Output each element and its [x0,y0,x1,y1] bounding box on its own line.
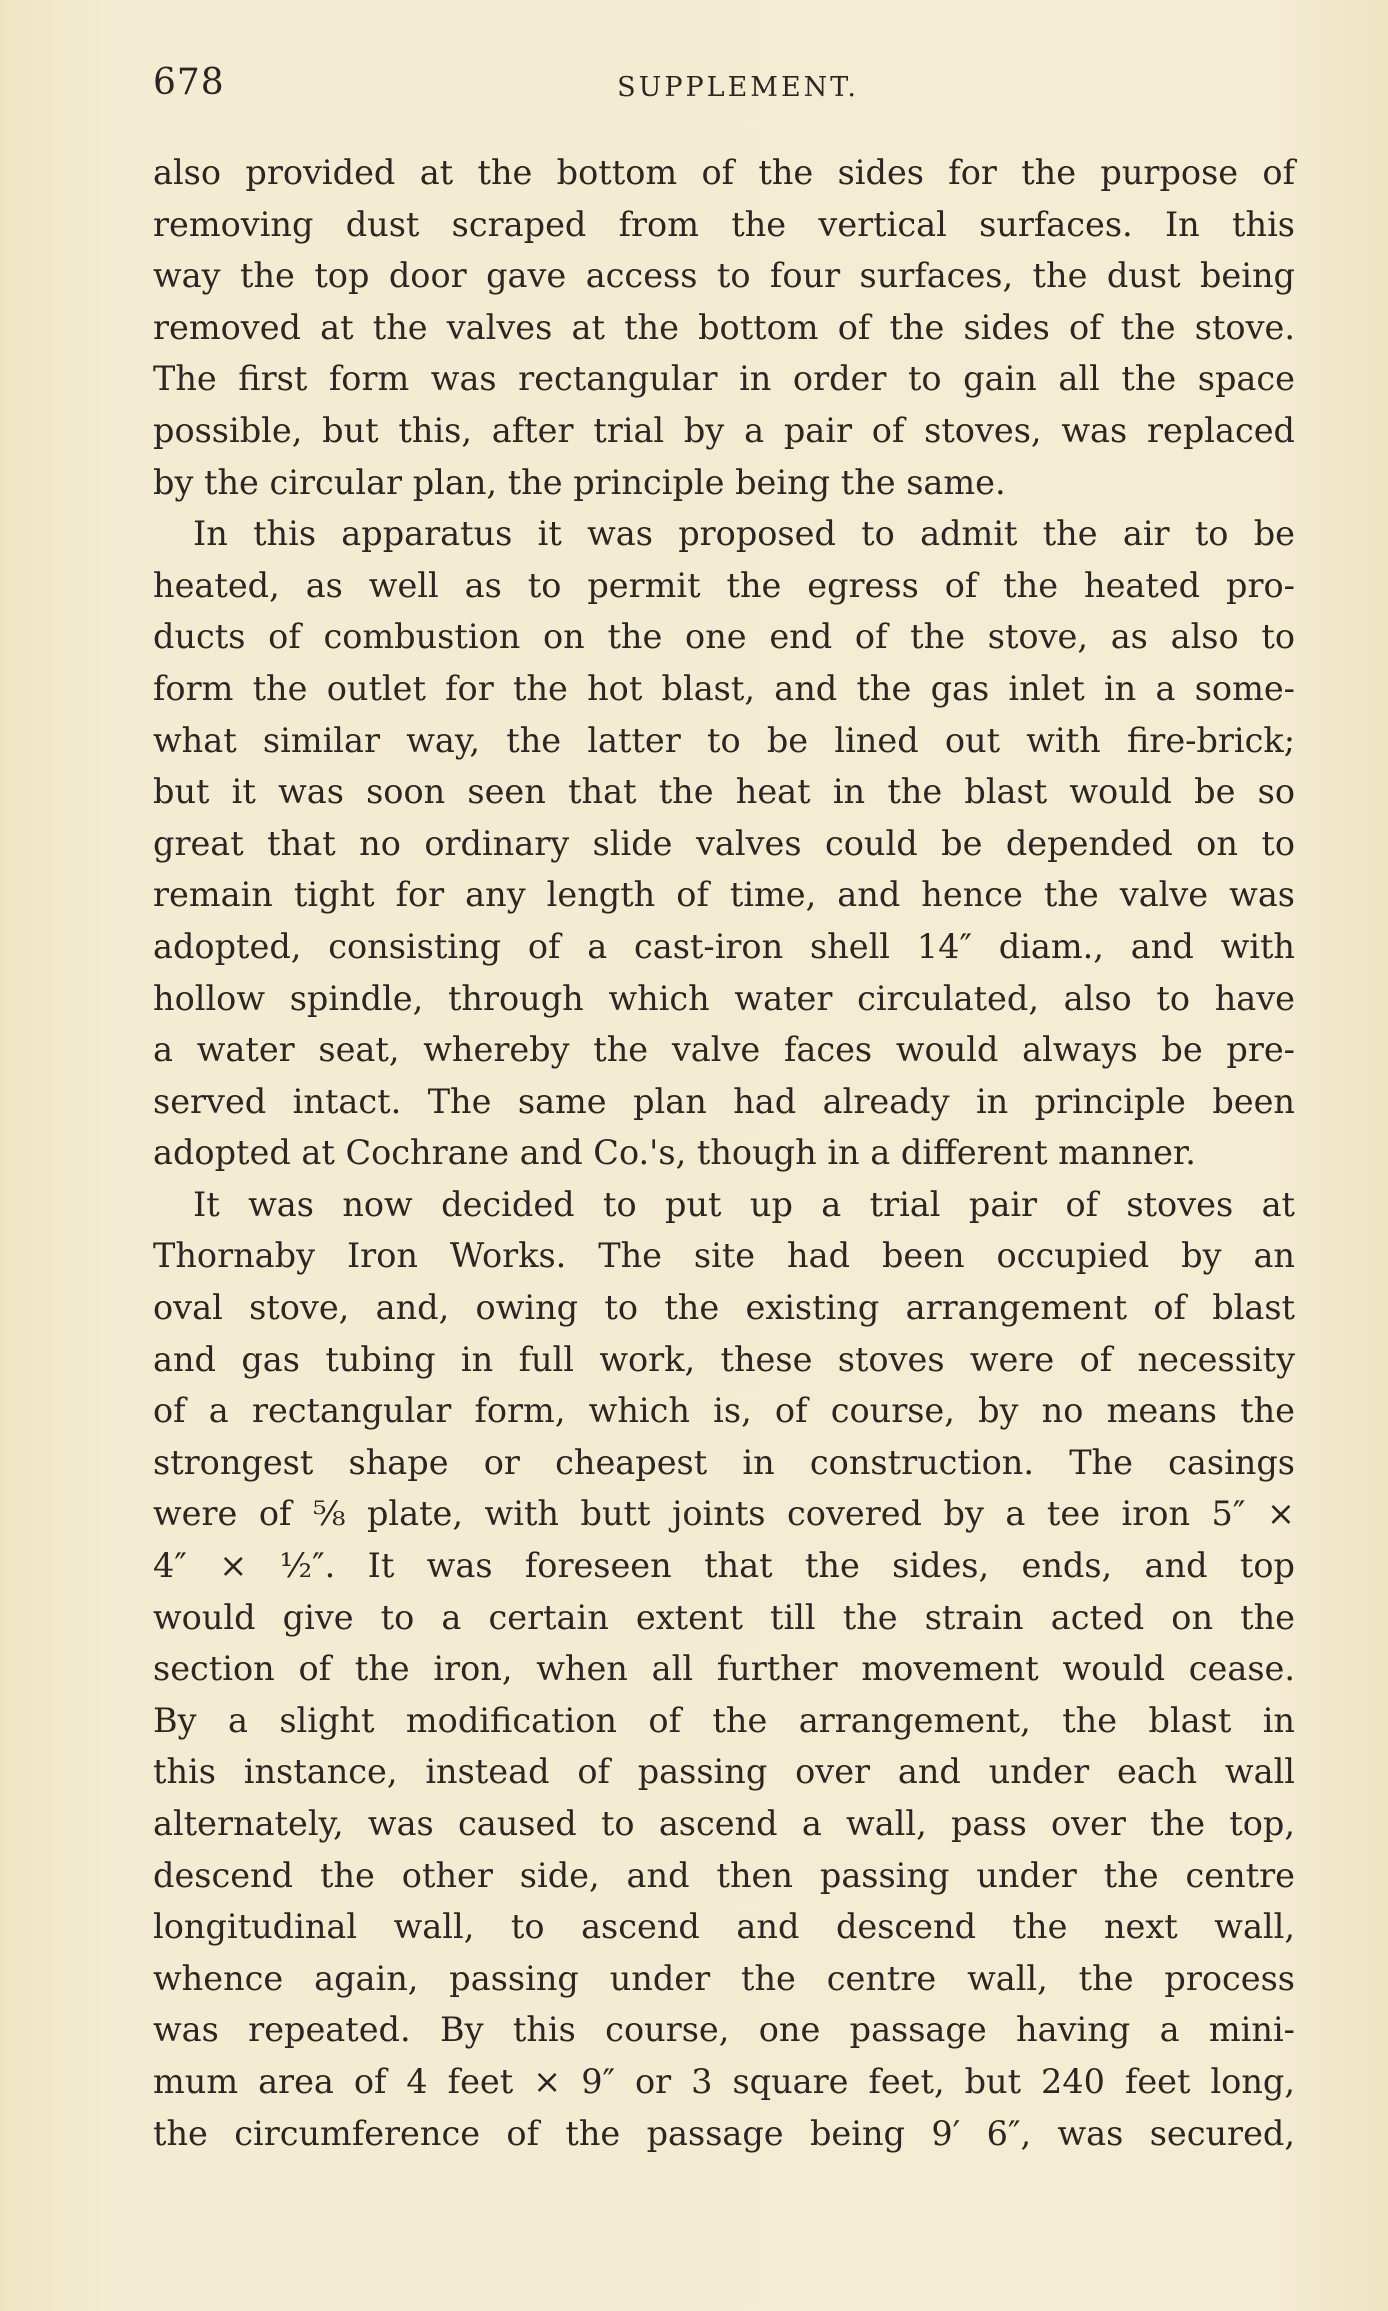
text-line: hollow spindle, through which water circulated, also to have [153,978,1295,1018]
text-line: whence again, passing under the centre wall, the process [153,1958,1295,1998]
text-line: this instance, instead of passing over and under each wall [153,1752,1295,1792]
text-line: By a slight modification of the arrangement, the blast in [153,1700,1295,1740]
text-line: mum area of 4 feet × 9″ or 3 square feet, but 240 feet long, [153,2061,1295,2101]
text-line: heated, as well as to permit the egress of the heated pro- [153,565,1295,605]
text-line: but it was soon seen that the heat in the blast would be so [153,772,1295,812]
text-line: way the top door gave access to four surfaces, the dust being [153,256,1295,296]
text-line: section of the iron, when all further movement would cease. [153,1649,1295,1689]
running-head: SUPPLEMENT. [617,72,859,103]
text-line: adopted, consisting of a cast-iron shell 14″ diam., and with [153,926,1295,966]
text-line: also provided at the bottom of the sides for the purpose of [153,153,1295,192]
text-line: were of ⅝ plate, with butt joints covered by a tee iron 5″ × [153,1494,1295,1534]
text-line: what similar way, the latter to be lined out with fire-brick; [153,720,1295,760]
text-line: great that no ordinary slide valves could be depended on to [153,823,1295,863]
text-line: of a rectangular form, which is, of course, by no means the [153,1391,1295,1431]
text-line: would give to a certain extent till the strain acted on the [153,1597,1295,1637]
text-line: Thornaby Iron Works. The site had been occupied by an [153,1236,1295,1276]
text-line: The first form was rectangular in order to gain all the space [153,359,1295,399]
text-line: remain tight for any length of time, and hence the valve was [153,875,1295,915]
text-line: by the circular plan, the principle being the same. [153,462,1006,502]
text-line: longitudinal wall, to ascend and descend the next wall, [153,1907,1295,1947]
text-line: the circumference of the passage being 9′ 6″, was secured, [153,2113,1295,2153]
text-line: 4″ × ½″. It was foreseen that the sides, ends, and top [153,1546,1295,1586]
text-line: adopted at Cochrane and Co.'s, though in a different manner. [153,1133,1196,1173]
text-line: form the outlet for the hot blast, and the gas inlet in a some- [153,668,1295,708]
text-line: In this apparatus it was proposed to admit the air to be [193,514,1295,554]
text-line: oval stove, and, owing to the existing arrangement of blast [153,1288,1295,1328]
text-line: and gas tubing in full work, these stoves were of necessity [153,1339,1295,1379]
text-line: removed at the valves at the bottom of the sides of the stove. [153,307,1295,347]
text-line: strongest shape or cheapest in construction. The casings [153,1442,1295,1482]
text-line: was repeated. By this course, one passage having a mini- [153,2010,1295,2050]
text-line: possible, but this, after trial by a pair of stoves, was replaced [153,410,1295,450]
page-header [153,62,1293,112]
text-line: ducts of combustion on the one end of the stove, as also to [153,617,1295,657]
page-number: 678 [153,62,225,103]
text-line: alternately, was caused to ascend a wall, pass over the top, [153,1804,1295,1843]
text-line: a water seat, whereby the valve faces would always be pre- [153,1030,1295,1070]
text-line: It was now decided to put up a trial pair of stoves at [193,1184,1295,1224]
text-line: descend the other side, and then passing under the centre [153,1855,1295,1895]
body-text [153,147,1295,2159]
text-line: removing dust scraped from the vertical surfaces. In this [153,204,1295,244]
text-line: served intact. The same plan had already in principle been [153,1081,1295,1121]
